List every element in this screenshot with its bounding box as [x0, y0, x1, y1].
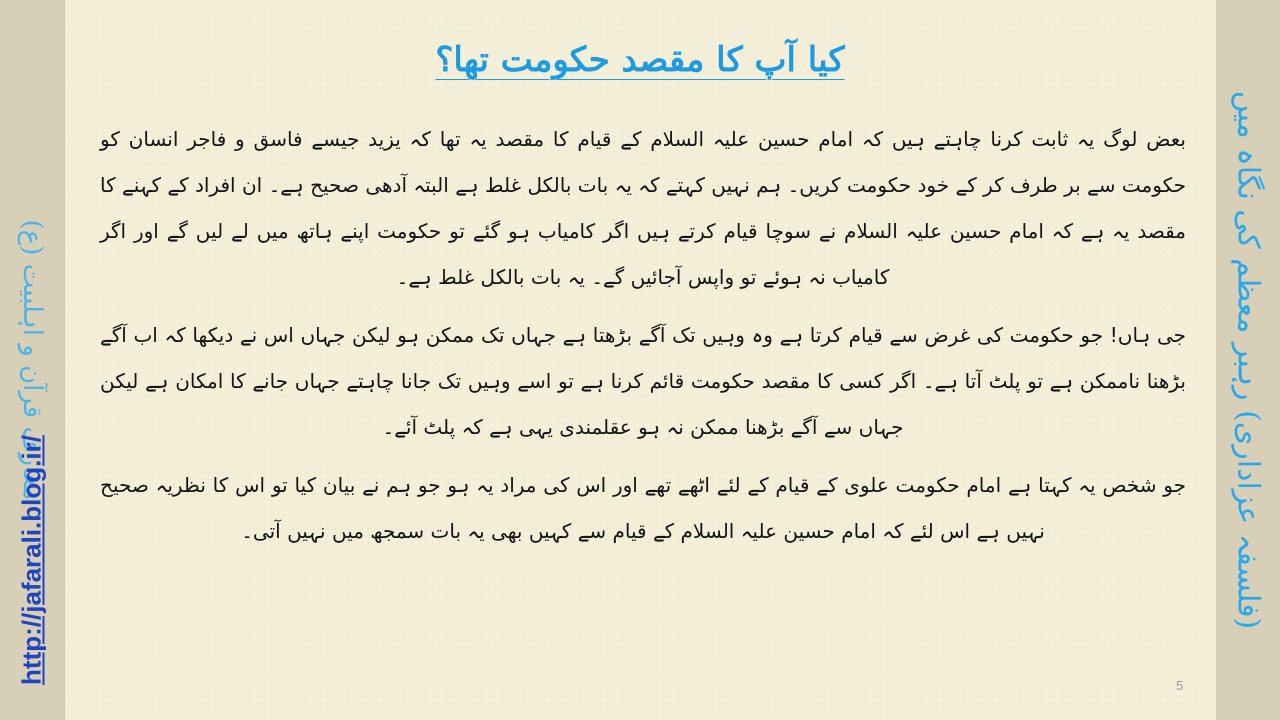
- paragraph-2: جی ہاں! جو حکومت کی غرض سے قیام کرتا ہے وہ وہیں تک آگے بڑھتا ہے جہاں تک ممکن ہو لیکن جہاں اس نے دیکھا کہ اب آگے بڑھنا ناممکن ہے تو پلٹ آتا ہے۔ اگر کسی کا مقصد حکومت قائم کرنا ہے تو اسے وہیں تک جانا چاہتے جہاں جانے کا امکان ہے لیکن جہاں سے آگے بڑھنا ممکن نہ ہو عقلمندی یہی ہے کہ پلٹ آئے۔: [100, 323, 1186, 439]
- slide-title: کیا آپ کا مقصد حکومت تھا؟: [435, 40, 845, 80]
- sidebar-left-title: معارف قرآن و اہلبیت (ع): [17, 219, 47, 501]
- blog-url-link[interactable]: http://jafarali.blog.ir/: [16, 435, 47, 685]
- paragraph-3: جو شخص یہ کہتا ہے امام حکومت علوی کے قیام کے لئے اٹھے تھے اور اس کی مراد یہ ہو جو ہم نے بیان کیا تو اس کا نظریہ صحیح نہیں ہے اس لئے کہ امام حسین علیہ السلام کے قیام سے کہیں بھی یہ بات سمجھ میں نہیں آتی۔: [100, 473, 1186, 543]
- sidebar-right-title: (فلسفہ عزاداری) رہبر معظم کی نگاہ میں: [1230, 90, 1266, 630]
- slide-body: [100, 116, 1186, 566]
- page-number: 5: [1176, 678, 1184, 693]
- paragraph-1: بعض لوگ یہ ثابت کرنا چاہتے ہیں کہ امام حسین علیہ السلام کے قیام کا مقصد یہ تھا کہ یزید جیسے فاسق و فاجر انسان کو حکومت سے بر طرف کر کے خود حکومت کریں۔ ہم نہیں کہتے کہ یہ بات بالکل غلط ہے البتہ آدھی صحیح ہے۔ ان افراد کے کہنے کا مقصد یہ ہے کہ امام حسین علیہ السلام نے سوچا قیام کرتے ہیں اگر کامیاب ہو گئے تو حکومت اپنے ہاتھ میں لے لیں گے اور اگر کامیاب نہ ہوئے تو واپس آجائیں گے۔ یہ بات بالکل غلط ہے۔: [100, 127, 1186, 289]
